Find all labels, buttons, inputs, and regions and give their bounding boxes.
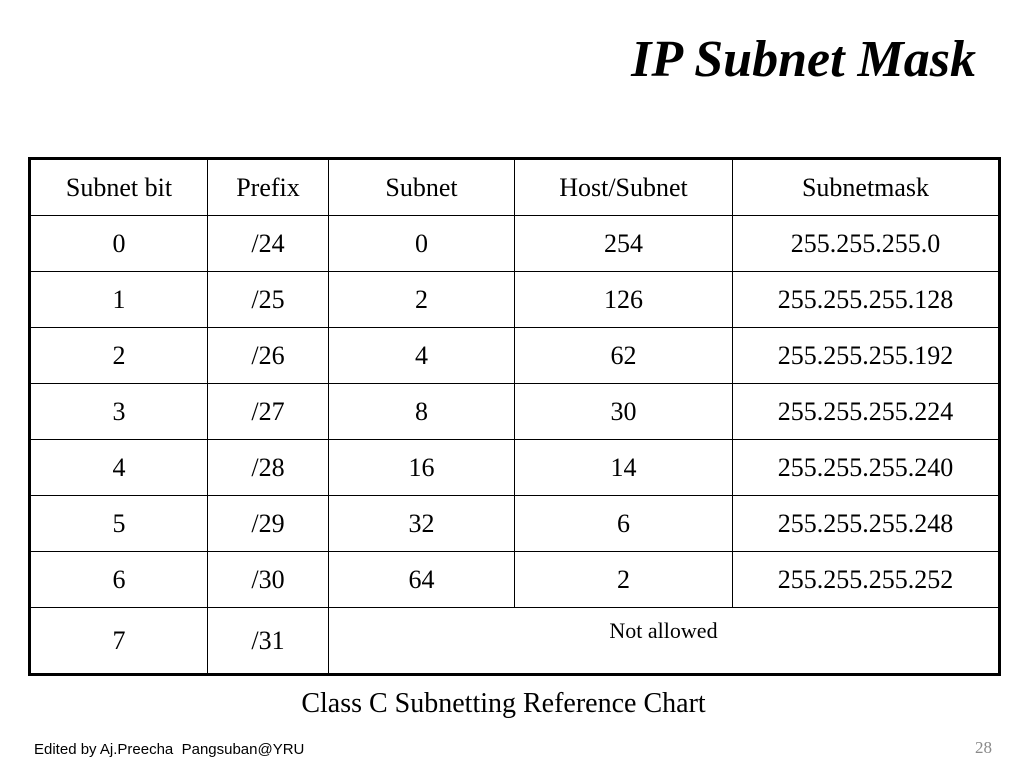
- cell-subnetmask: 255.255.255.240: [733, 440, 1000, 496]
- cell-prefix: /28: [208, 440, 329, 496]
- cell-prefix: /29: [208, 496, 329, 552]
- cell-subnet: 64: [329, 552, 515, 608]
- cell-subnetmask: 255.255.255.0: [733, 216, 1000, 272]
- cell-subnet-bit: 6: [30, 552, 208, 608]
- cell-prefix: /24: [208, 216, 329, 272]
- table-row: [30, 552, 1000, 608]
- cell-prefix: /31: [208, 608, 329, 675]
- cell-subnet-bit: 4: [30, 440, 208, 496]
- table-row-last: [30, 608, 1000, 675]
- cell-host-subnet: 254: [515, 216, 733, 272]
- table-row: [30, 272, 1000, 328]
- cell-host-subnet: 6: [515, 496, 733, 552]
- subnet-table: [28, 157, 1001, 676]
- cell-subnet: 32: [329, 496, 515, 552]
- cell-subnet: 4: [329, 328, 515, 384]
- cell-subnetmask: 255.255.255.252: [733, 552, 1000, 608]
- header-prefix: Prefix: [208, 159, 329, 216]
- cell-subnetmask: 255.255.255.192: [733, 328, 1000, 384]
- cell-subnet-bit: 5: [30, 496, 208, 552]
- cell-subnet: 8: [329, 384, 515, 440]
- cell-host-subnet: 2: [515, 552, 733, 608]
- cell-subnetmask: 255.255.255.248: [733, 496, 1000, 552]
- footer-credit: Edited by Aj.Preecha Pangsuban@YRU: [34, 741, 305, 758]
- cell-host-subnet: 62: [515, 328, 733, 384]
- table-row: [30, 328, 1000, 384]
- subnet-table-container: [28, 157, 998, 657]
- cell-subnet-bit: 2: [30, 328, 208, 384]
- cell-host-subnet: 126: [515, 272, 733, 328]
- cell-subnetmask: 255.255.255.224: [733, 384, 1000, 440]
- table-row: [30, 440, 1000, 496]
- cell-subnetmask: 255.255.255.128: [733, 272, 1000, 328]
- header-subnet: Subnet: [329, 159, 515, 216]
- cell-subnet-bit: 1: [30, 272, 208, 328]
- cell-subnet-bit: 3: [30, 384, 208, 440]
- table-row: [30, 496, 1000, 552]
- chart-caption: Class C Subnetting Reference Chart: [301, 688, 706, 719]
- header-subnetmask: Subnetmask: [733, 159, 1000, 216]
- cell-prefix: /30: [208, 552, 329, 608]
- table-header-row: [30, 159, 1000, 216]
- cell-subnet: 16: [329, 440, 515, 496]
- slide-title: IP Subnet Mask: [631, 31, 976, 88]
- cell-subnet-bit: 7: [30, 608, 208, 675]
- cell-prefix: /25: [208, 272, 329, 328]
- cell-not-allowed: Not allowed: [329, 608, 1000, 675]
- cell-prefix: /26: [208, 328, 329, 384]
- header-host-subnet: Host/Subnet: [515, 159, 733, 216]
- page-number: 28: [975, 738, 992, 757]
- cell-subnet: 2: [329, 272, 515, 328]
- header-subnet-bit: Subnet bit: [30, 159, 208, 216]
- table-row: [30, 216, 1000, 272]
- cell-subnet-bit: 0: [30, 216, 208, 272]
- cell-host-subnet: 30: [515, 384, 733, 440]
- cell-prefix: /27: [208, 384, 329, 440]
- table-row: [30, 384, 1000, 440]
- cell-host-subnet: 14: [515, 440, 733, 496]
- cell-subnet: 0: [329, 216, 515, 272]
